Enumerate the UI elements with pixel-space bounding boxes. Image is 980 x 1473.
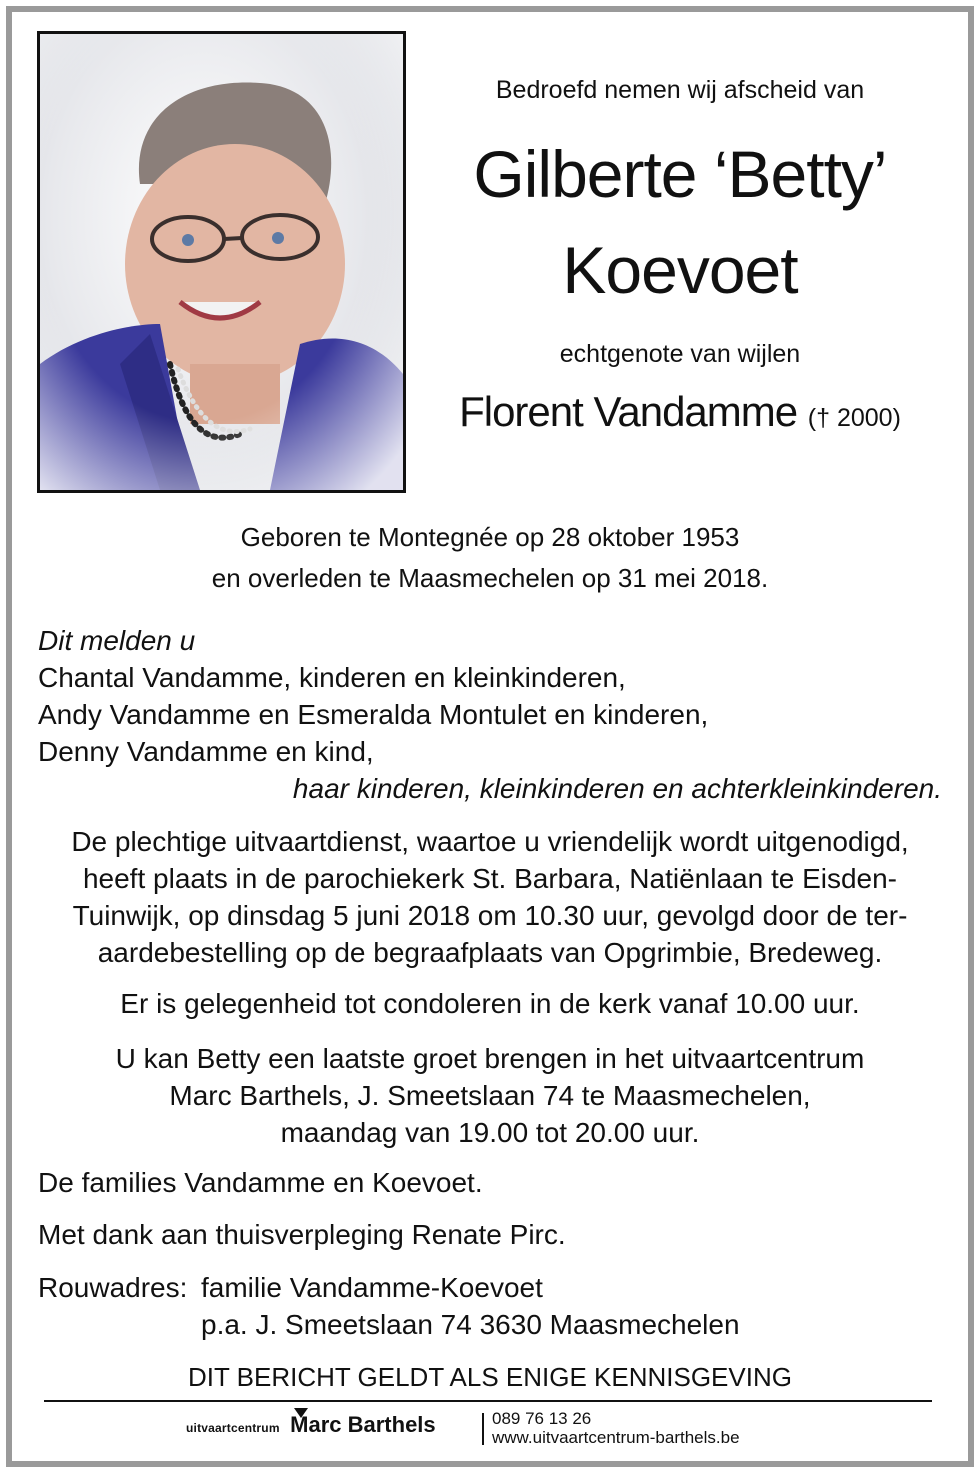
notice-text: DIT BERICHT GELDT ALS ENIGE KENNISGEVING: [188, 1362, 792, 1392]
family-line: Chantal Vandamme, kinderen en kleinkinderen,: [38, 662, 626, 693]
portrait-illustration: [40, 34, 403, 490]
address-line-2: p.a. J. Smeetslaan 74 3630 Maasmechelen: [201, 1309, 740, 1340]
address-line-1: familie Vandamme-Koevoet: [201, 1272, 543, 1303]
brand-name: Marc Barthels: [290, 1412, 436, 1437]
service-line: heeft plaats in de parochiekerk St. Barbara, Natiënlaan te Eisden-: [82, 863, 898, 894]
portrait-photo: [37, 31, 406, 493]
farewell-paragraph: [30, 1040, 950, 1151]
service-paragraph: [30, 823, 950, 971]
farewell-line: Marc Barthels, J. Smeetslaan 74 te Maasmechelen,: [169, 1080, 811, 1111]
intro-text: Bedroefd nemen wij afscheid van: [495, 76, 865, 104]
deceased-name-last: Koevoet: [562, 233, 798, 307]
footer-contact: [492, 1409, 740, 1447]
spouse-name: Florent Vandamme: [459, 388, 798, 435]
condolences-text: Er is gelegenheid tot condoleren in de kerk vanaf 10.00 uur.: [120, 988, 860, 1019]
phone-number: 089 76 13 26: [492, 1409, 592, 1428]
deceased-name-first: Gilberte ‘Betty’: [473, 137, 887, 211]
farewell-line: U kan Betty een laatste groet brengen in het uitvaartcentrum: [115, 1043, 865, 1074]
family-intro: Dit melden u: [38, 625, 196, 656]
relation-text: echtgenote van wijlen: [559, 340, 801, 368]
address-label: Rouwadres:: [38, 1272, 188, 1303]
family-line: Andy Vandamme en Esmeralda Montulet en kinderen,: [38, 699, 709, 730]
thanks-text: Met dank aan thuisverpleging Renate Pirc.: [38, 1219, 566, 1250]
death-line: en overleden te Maasmechelen op 31 mei 2018.: [211, 563, 769, 593]
spouse-line: [400, 388, 960, 436]
service-line: aardebestelling op de begraafplaats van Opgrimbie, Bredeweg.: [97, 937, 883, 968]
service-line: Tuinwijk, op dinsdag 5 juni 2018 om 10.30 uur, gevolgd door de ter-: [72, 900, 908, 931]
brand-small: uitvaartcentrum: [186, 1421, 280, 1435]
footer-divider: [44, 1400, 932, 1402]
family-summary: haar kinderen, kleinkinderen en achterkleinkinderen.: [292, 773, 942, 804]
website-link[interactable]: www.uitvaartcentrum-barthels.be: [492, 1428, 740, 1447]
farewell-line: maandag van 19.00 tot 20.00 uur.: [280, 1117, 700, 1148]
spouse-death-year: († 2000): [807, 404, 901, 432]
family-line: Denny Vandamme en kind,: [38, 736, 374, 767]
families-signoff: De families Vandamme en Koevoet.: [38, 1167, 483, 1198]
funeral-home-logo: [186, 1412, 436, 1438]
triangle-icon: [294, 1408, 308, 1418]
footer-separator: [482, 1413, 484, 1445]
birth-line: Geboren te Montegnée op 28 oktober 1953: [240, 522, 740, 552]
service-line: De plechtige uitvaartdienst, waartoe u vriendelijk wordt uitgenodigd,: [71, 826, 909, 857]
